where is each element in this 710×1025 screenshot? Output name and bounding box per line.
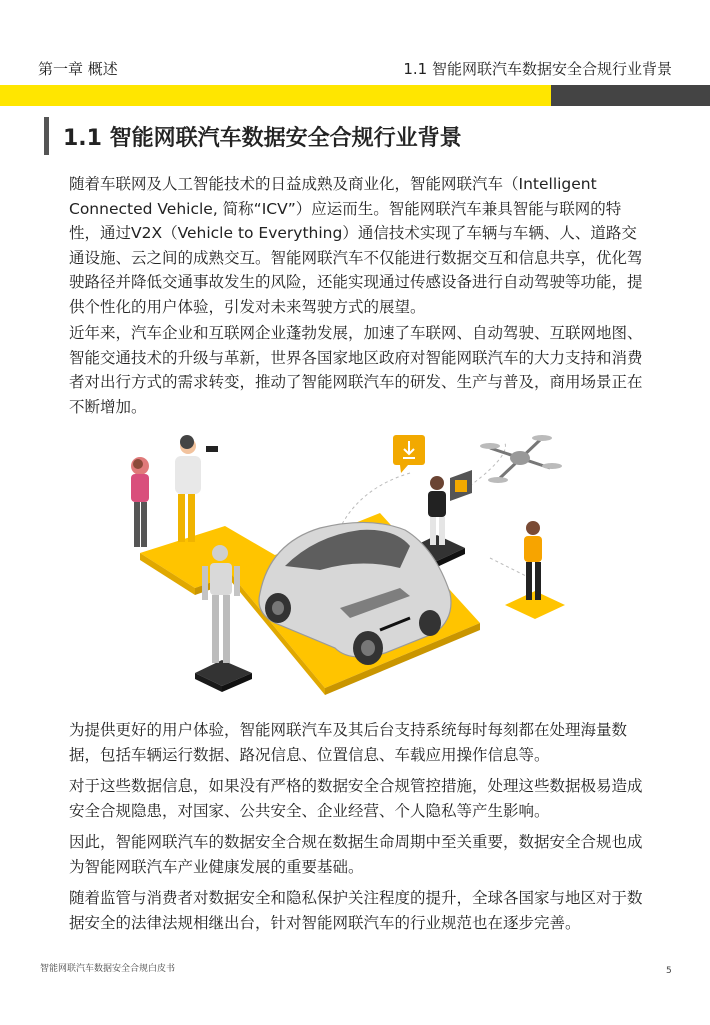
paragraph-2: 近年来，汽车企业和互联网企业蓬勃发展，加速了车联网、自动驾驶、互联网地图、智能交通技术的升级与革新，世界各国家地区政府对智能网联汽车的大力支持和消费者对出行方式的需求转变，推动了智能网联汽车的研发、生产与普及，商用场景正在不断增加。 (69, 324, 643, 416)
paragraph-6: 随着监管与消费者对数据安全和隐私保护关注程度的提升，全球各国家与地区对于数据安全的法律法规相继出台，针对智能网联汽车的行业规范也在逐步完善。 (69, 889, 643, 932)
footer-page-number: 5 (666, 966, 672, 976)
smart-car-illustration (110, 418, 610, 708)
paragraph-4: 对于这些数据信息，如果没有严格的数据安全合规管控措施，处理这些数据极易造成安全合规隐患，对国家、公共安全、企业经营、个人隐私等产生影响。 (69, 777, 643, 820)
paragraph-5: 因此，智能网联汽车的数据安全合规在数据生命周期中至关重要，数据安全合规也成为智能网联汽车产业健康发展的重要基础。 (69, 833, 643, 876)
dark-platform-robot (195, 660, 252, 692)
drone-icon (480, 435, 562, 483)
woman-phone-figure (131, 457, 149, 547)
paragraph-3: 为提供更好的用户体验，智能网联汽车及其后台支持系统每时每刻都在处理海量数据，包括车辆运行数据、路况信息、位置信息、车载应用操作信息等。 (69, 721, 628, 764)
woman-camera-figure (175, 435, 218, 542)
header-section: 1.1 智能网联汽车数据安全合规行业背景 (403, 60, 672, 78)
person-standing-figure (428, 476, 446, 545)
download-icon (393, 435, 425, 473)
header-chapter: 第一章 概述 (38, 60, 118, 78)
section-title: 1.1 智能网联汽车数据安全合规行业背景 (63, 126, 462, 151)
footer-doc-title: 智能网联汽车数据安全合规白皮书 (40, 964, 176, 974)
chip-icon (450, 470, 472, 501)
paragraph-1: 随着车联网及人工智能技术的日益成熟及商业化，智能网联汽车（Intelligent Connected Vehicle, 简称“ICV”）应运而生。智能网联汽车兼具智能与联网的特性，通过V2X（Vehicle to Everything）通信技术实现了车辆与车辆、人、道路交通设施、云之间的成熟交互。智能网联汽车不仅能进行数据交互和信息共享，优化驾驶路径并降低交通事故发生的风险，还能实现通过传感设备进行自动驾驶等功能，提供个性化的用户体验，引发对未来驾驶方式的展望。 (69, 175, 643, 316)
woman-right-figure (524, 521, 542, 600)
section-title-bar (44, 117, 49, 155)
header-band-gray (551, 85, 710, 106)
header-band-yellow (0, 85, 551, 106)
